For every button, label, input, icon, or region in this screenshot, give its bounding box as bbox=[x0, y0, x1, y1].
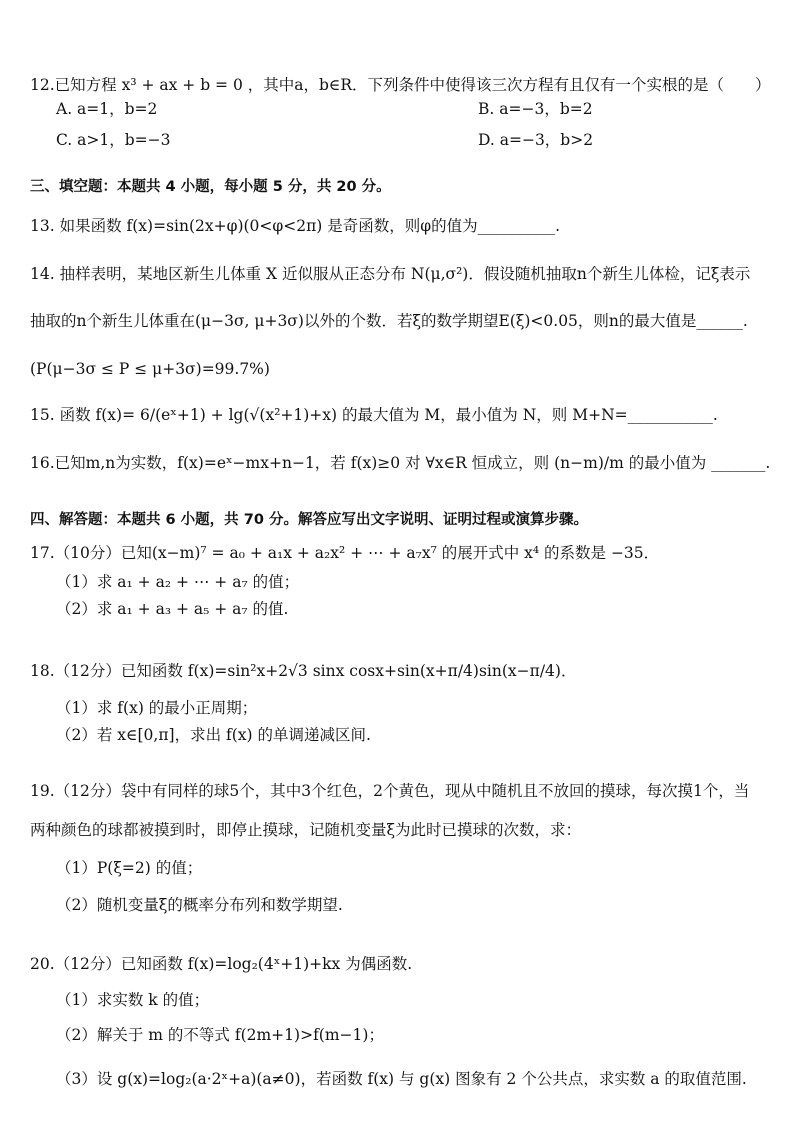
q18-part2: （2）若 x∈[0,π]，求出 f(x) 的单调递减区间. bbox=[56, 726, 371, 744]
q17-part2: （2）求 a₁ + a₃ + a₅ + a₇ 的值. bbox=[56, 600, 289, 618]
q12-option-d: D. a=−3，b>2 bbox=[478, 131, 594, 149]
q20-part1: （1）求实数 k 的值； bbox=[56, 991, 210, 1009]
q12-option-a: A. a=1，b=2 bbox=[56, 100, 158, 118]
q19-line2: 两种颜色的球都被摸到时，即停止摸球，记随机变量ξ为此时已摸球的次数，求： bbox=[30, 821, 582, 839]
q12-stem: 12.已知方程 x³ + ax + b = 0 ，其中a，b∈R．下列条件中使得该三次方程有且仅有一个实根的是（ ） bbox=[30, 76, 771, 94]
q19-line1: 19.（12分）袋中有同样的球5个，其中3个红色，2个黄色，现从中随机且不放回的摸球，每次摸1个，当 bbox=[30, 782, 750, 800]
q20-stem: 20.（12分）已知函数 f(x)=log₂(4ˣ+1)+kx 为偶函数. bbox=[30, 955, 413, 973]
q13-text: 13. 如果函数 f(x)=sin(2x+φ)(0<φ<2π) 是奇函数，则φ的值为__________. bbox=[30, 217, 561, 235]
q14-line2: 抽取的n个新生儿体重在(μ−3σ, μ+3σ)以外的个数．若ξ的数学期望E(ξ)<0.05，则n的最大值是______. bbox=[30, 312, 748, 330]
q17-stem: 17.（10分）已知(x−m)⁷ = a₀ + a₁x + a₂x² + ⋯ + a₇x⁷ 的展开式中 x⁴ 的系数是 −35． bbox=[30, 544, 660, 562]
q14-line1: 14. 抽样表明，某地区新生儿体重 X 近似服从正态分布 N(μ,σ²)．假设随机抽取n个新生儿体检，记ξ表示 bbox=[30, 265, 751, 283]
q12-option-c: C. a>1，b=−3 bbox=[56, 131, 171, 149]
q18-part1: （1）求 f(x) 的最小正周期； bbox=[56, 699, 258, 717]
q14-note: (P(μ−3σ ≤ P ≤ μ+3σ)=99.7%) bbox=[30, 360, 270, 378]
section-3-title: 三、填空题：本题共 4 小题，每小题 5 分，共 20 分。 bbox=[30, 179, 391, 195]
q12-option-b: B. a=−3，b=2 bbox=[478, 100, 593, 118]
q18-stem: 18.（12分）已知函数 f(x)=sin²x+2√3 sinx cosx+sin(x+π/4)sin(x−π/4)． bbox=[30, 662, 577, 680]
q19-part2: （2）随机变量ξ的概率分布列和数学期望. bbox=[56, 896, 343, 914]
q15-text: 15. 函数 f(x)= 6/(eˣ+1) + lg(√(x²+1)+x) 的最大值为 M，最小值为 N，则 M+N=___________. bbox=[30, 406, 718, 424]
q20-part3: （3）设 g(x)=log₂(a·2ˣ+a)(a≠0)，若函数 f(x) 与 g(x) 图象有 2 个公共点，求实数 a 的取值范围. bbox=[56, 1070, 747, 1088]
q17-part1: （1）求 a₁ + a₂ + ⋯ + a₇ 的值； bbox=[56, 573, 300, 591]
q20-part2: （2）解关于 m 的不等式 f(2m+1)>f(m−1)； bbox=[56, 1026, 384, 1044]
q16-text: 16.已知m,n为实数，f(x)=eˣ−mx+n−1，若 f(x)≥0 对 ∀x∈R 恒成立，则 (n−m)/m 的最小值为 _______. bbox=[30, 454, 771, 472]
q19-part1: （1）P(ξ=2) 的值； bbox=[56, 859, 203, 877]
section-4-title: 四、解答题：本题共 6 小题，共 70 分。解答应写出文字说明、证明过程或演算步骤。 bbox=[30, 512, 588, 528]
